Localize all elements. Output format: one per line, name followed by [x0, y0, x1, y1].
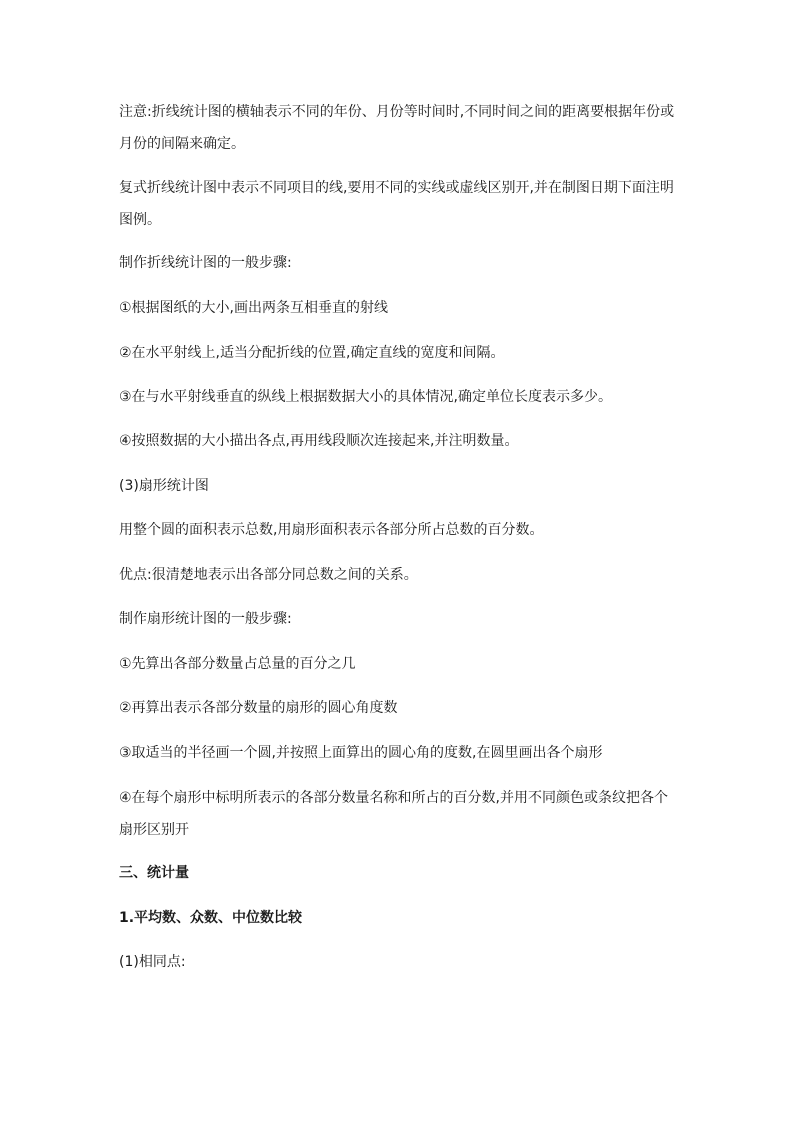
pie-chart-step-3: ③取适当的半径画一个圆,并按照上面算出的圆心角的度数,在圆里画出各个扇形: [119, 745, 603, 761]
pie-chart-step-2: ②再算出表示各部分数量的扇形的圆心角度数: [119, 700, 398, 716]
pie-chart-heading: (3)扇形统计图: [119, 478, 209, 494]
sub-heading: 1.平均数、众数、中位数比较: [119, 910, 303, 926]
line-chart-step-3: ③在与水平射线垂直的纵线上根据数据大小的具体情况,确定单位长度表示多少。: [119, 389, 612, 405]
line-chart-step-1: ①根据图纸的大小,画出两条互相垂直的射线: [119, 300, 388, 316]
pie-chart-steps-title: 制作扇形统计图的一般步骤:: [119, 611, 292, 627]
line-chart-steps-title: 制作折线统计图的一般步骤:: [119, 255, 292, 271]
section-heading: 三、统计量: [119, 865, 189, 881]
note-compound-line-chart: 复式折线统计图中表示不同项目的线,要用不同的实线或虚线区别开,并在制图日期下面注明图例。: [119, 180, 674, 228]
note-line-chart-axis: 注意:折线统计图的横轴表示不同的年份、月份等时间时,不同时间之间的距离要根据年份或月份的间隔来确定。: [119, 104, 675, 152]
similarities-label: (1)相同点:: [119, 954, 186, 970]
pie-chart-step-4: ④在每个扇形中标明所表示的各部分数量名称和所占的百分数,并用不同颜色或条纹把各个扇形区别开: [119, 790, 668, 838]
line-chart-step-4: ④按照数据的大小描出各点,再用线段顺次连接起来,并注明数量。: [119, 433, 519, 449]
pie-chart-step-1: ①先算出各部分数量占总量的百分之几: [119, 656, 356, 672]
line-chart-step-2: ②在水平射线上,适当分配折线的位置,确定直线的宽度和间隔。: [119, 345, 505, 361]
pie-chart-definition: 用整个圆的面积表示总数,用扇形面积表示各部分所占总数的百分数。: [119, 522, 544, 538]
pie-chart-advantage: 优点:很清楚地表示出各部分同总数之间的关系。: [119, 567, 418, 583]
